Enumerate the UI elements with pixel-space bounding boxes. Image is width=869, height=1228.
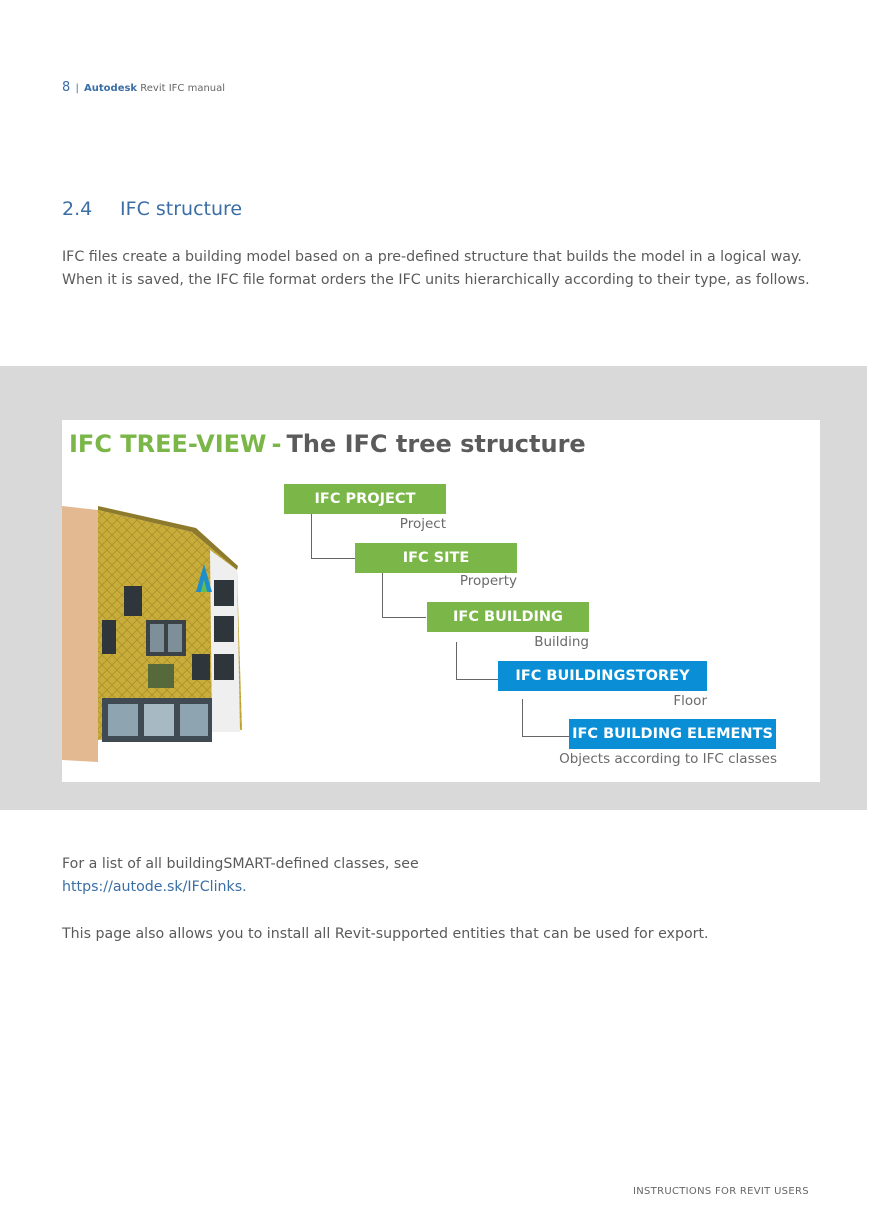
tree-node-building-elements-label: Objects according to IFC classes (559, 751, 777, 767)
tree-node-ifc-project: IFC PROJECT (284, 484, 446, 514)
section-heading (62, 198, 242, 220)
install-paragraph: This page also allows you to install all Revit-supported entities that can be used for export. (62, 926, 709, 942)
tree-node-ifc-buildingstorey: IFC BUILDINGSTOREY (498, 661, 707, 691)
tree-node-ifc-site: IFC SITE (355, 543, 517, 573)
figure-title (69, 430, 586, 458)
tree-node-ifc-building: IFC BUILDING (427, 602, 589, 632)
intro-paragraph: IFC files create a building model based on a pre-defined structure that builds the model in a logical way. When it is saved, the IFC file format orders the IFC units hierarchically according to their type, as follows. (62, 249, 810, 288)
ifc-tree-figure (62, 420, 820, 782)
page-header (62, 80, 225, 95)
tree-node-site-label: Property (459, 573, 517, 589)
classes-list-paragraph: For a list of all buildingSMART-defined classes, see (62, 856, 419, 872)
figure-title-sub: The IFC tree structure (286, 430, 586, 458)
ifc-links-link[interactable]: https://autode.sk/IFClinks. (62, 879, 247, 895)
figure-title-main: IFC TREE-VIEW (69, 430, 267, 458)
page-footer: INSTRUCTIONS FOR REVIT USERS (633, 1186, 809, 1197)
section-number: 2.4 (62, 198, 93, 220)
link-line (62, 879, 247, 895)
page-number: 8 (62, 80, 71, 95)
tree-node-ifc-building-elements: IFC BUILDING ELEMENTS (569, 719, 776, 749)
tree-node-building-label: Building (534, 634, 589, 650)
tree-node-buildingstorey-label: Floor (673, 693, 707, 709)
header-brand: Autodesk (84, 83, 138, 94)
header-title: Revit IFC manual (140, 83, 226, 94)
building-illustration (62, 470, 252, 782)
tree-node-project-label: Project (399, 516, 446, 532)
figure-title-separator: - (271, 430, 282, 458)
header-separator: | (75, 83, 79, 94)
section-title: IFC structure (120, 198, 243, 220)
